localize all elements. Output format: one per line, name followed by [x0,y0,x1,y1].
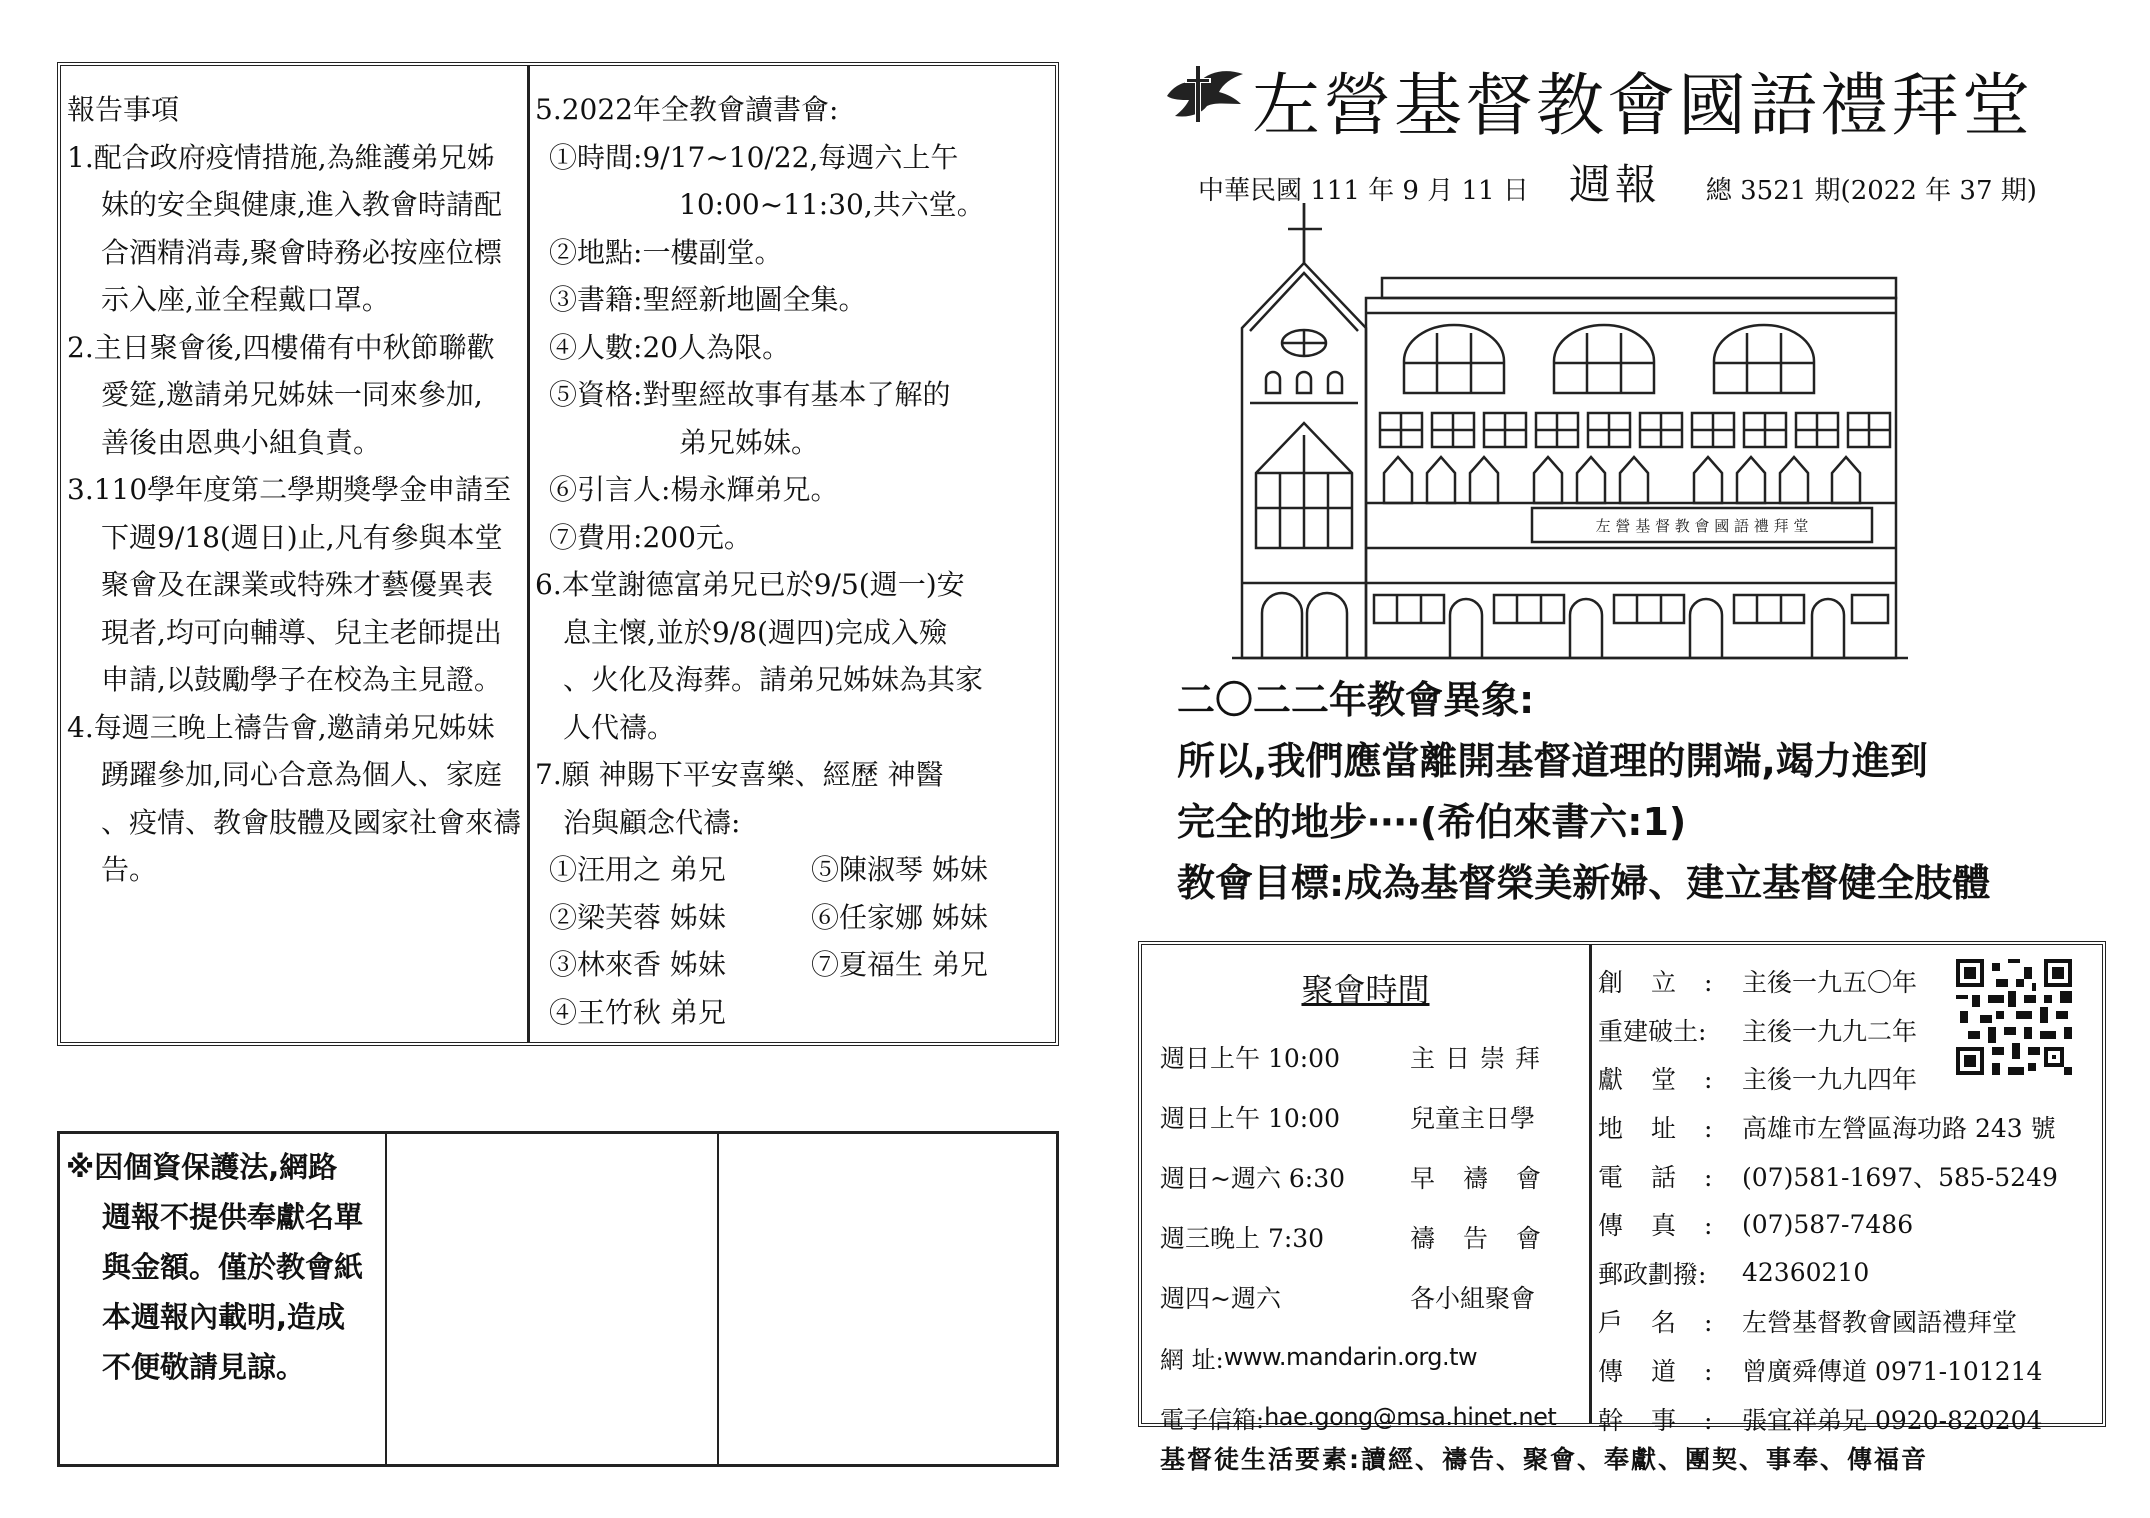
offering-column-empty [719,1134,1056,1464]
building-sign: 左 營 基 督 教 會 國 語 禮 拜 堂 [1595,517,1809,535]
church-building-illustration [1232,203,1908,663]
fact-fax: 傳真: (07)587-7486 [1598,1209,1914,1241]
meeting-row: 週四~週六 各小組聚會 [1160,1284,1536,1313]
dove-cross-logo-icon [1165,58,1245,128]
website-row: 網 址: www.mandarin.org.tw [1160,1343,1478,1374]
meeting-row: 週三晚上 7:30 禱 告 會 [1160,1224,1551,1253]
offering-column-empty [387,1134,719,1464]
church-facts [1592,945,2102,1435]
qr-code-icon[interactable] [1956,959,2072,1075]
reading-place: ②地點:一樓副堂。 [549,235,783,269]
vision-verse-ref: 完全的地步‧‧‧‧(希伯來書六:1) [1177,800,1687,844]
announcements-heading: 報告事項 [67,93,180,126]
bulletin-date: 中華民國 111 年 9 月 11 日 [1198,176,1529,206]
christian-life-motto: 基督徒生活要素:讀經、禱告、聚會、奉獻、團契、事奉、傳福音 [1160,1445,1929,1474]
bulletin-issue: 總 3521 期(2022 年 37 期) [1705,176,2037,206]
announcement-2: 2. 主日聚會後,四樓備有中秋節聯歡 [67,330,495,364]
reading-book: ③書籍:聖經新地圖全集。 [549,283,867,316]
offering-box [57,1131,1059,1467]
announcements-right-column: 5.2022年全教會讀書會: ①時間:9/17~10/22,每週六上午 10:00~11:30,共六堂。 ②地點:一樓副堂。 ③書籍:聖經新地圖全集。 ④人數:20人為限。 ⑤資格:對聖經故事有基本了解的 弟兄姊妹。 ⑥引言人:楊永輝弟兄。 ⑦費用:200元。 6.本堂謝德富弟兄已於9/5(週一)安 息主懷,並於9/8(週四)完成入殮 、火化及海葬。請弟兄姊妹為其家 人代禱。 7.願 神賜下平安喜樂、經歷 神醫 治與顧念代禱: ①汪用之 弟兄 ⑤陳淑琴 姊妹 ②梁芙蓉 姊妹 ⑥任家娜 姊妹 ③林來香 姊妹 ⑦夏福生 弟兄 ④王竹秋 弟兄 [530,66,1079,1042]
reading-leader: ⑥引言人:楊永輝弟兄。 [549,473,839,506]
reading-time: ①時間:9/17~10/22,每週六上午 [549,140,959,174]
vision-heading: 二〇二二年教會異象: [1177,678,1535,722]
reading-fee: ⑦費用:200元。 [549,520,752,554]
fact-postal: 郵政劃撥: 42360210 [1598,1258,1870,1289]
fact-account: 戶名: 左營基督教會國語禮拜堂 [1598,1308,2018,1338]
website-link[interactable]: www.mandarin.org.tw [1223,1343,1478,1371]
meeting-times-title: 聚會時間 [1301,971,1430,1009]
meeting-row: 週日~週六 6:30 早 禱 會 [1160,1164,1551,1193]
announcements-left-column: 報告事項 1. 配合政府疫情措施,為維護弟兄姊 妹的安全與健康,進入教會時請配 合酒精消毒,聚會時務必按座位標 示入座,並全程戴口罩。 2. 主日聚會後,四樓備有中秋節聯歡 愛筵,邀請弟兄姊妹一同來參加, 善後由恩典小組負責。 3. 110學年度第二學期獎學金申請至 下週9/18(週日)止,凡有參與本堂 聚會及在課業或特殊才藝優異表 現者,均可向輔導、兒主老師提出 申請,以鼓勵學子在校為主見證。 4. 每週三晚上禱告會,邀請弟兄姊妹 踴躍參加,同心合意為個人、家庭 、疫情、教會肢體及國家社會來禱 告。 [61,66,530,1042]
prayer-list-row: ④王竹秋 弟兄 [549,995,726,1029]
announcement-1: 1. 配合政府疫情措施,為維護弟兄姊 [67,140,495,174]
privacy-note: ※因個資保護法,網路 週報不提供奉獻名單 與金額。僅於教會紙 本週報內載明,造成 不便敬請見諒。 [60,1134,387,1464]
meeting-row: 週日上午 10:00 主日崇拜 [1160,1044,1551,1073]
fact-officer: 幹事: 張宜祥弟兄 0920-820204 [1598,1405,2043,1435]
announcement-5-title: 5.2022年全教會讀書會: [535,93,839,126]
meeting-times [1142,945,1592,1434]
email-row: 電子信箱: hae.gong@msa.hinet.net [1160,1403,1557,1434]
fact-founded: 創立: 主後一九五〇年 [1598,968,1918,998]
fact-rebuilt: 重建破土: 主後一九九二年 [1598,1016,1918,1046]
bulletin-title: 週報 [1568,160,1661,209]
vision-verse: 所以,我們應當離開基督道理的開端,竭力進到 [1177,739,1928,783]
prayer-list-row: ③林來香 姊妹 ⑦夏福生 弟兄 [549,948,988,981]
prayer-list-row: ②梁芙蓉 姊妹 ⑥任家娜 姊妹 [549,900,988,934]
email-link[interactable]: hae.gong@msa.hinet.net [1264,1403,1557,1431]
announcement-6: 6.本堂謝德富弟兄已於9/5(週一)安 [535,568,965,601]
church-info-box [1138,941,2106,1435]
church-name: 左營基督教會國語禮拜堂 [1252,67,2034,146]
announcement-3: 3. 110學年度第二學期獎學金申請至 [67,473,512,506]
reading-count: ④人數:20人為限。 [549,330,791,364]
fact-phone: 電話: (07)581-1697、585-5249 [1598,1162,2058,1192]
fact-dedicated: 獻堂: 主後一九九四年 [1598,1065,1918,1095]
reading-qualification: ⑤資格:對聖經故事有基本了解的 [549,378,951,411]
meeting-row: 週日上午 10:00 兒童主日學 [1160,1104,1536,1133]
fact-address: 地址: 高雄市左營區海功路 243 號 [1598,1114,2056,1144]
announcement-4: 4. 每週三晚上禱告會,邀請弟兄姊妹 [67,710,495,744]
fact-preacher: 傳道: 曾廣舜傳道 0971-101214 [1598,1357,2043,1387]
church-vision [1177,670,2107,914]
announcement-7: 7.願 神賜下平安喜樂、經歷 神醫 [535,758,944,791]
announcements-box [57,62,1059,1046]
church-goal: 教會目標:成為基督榮美新婦、建立基督健全肢體 [1177,861,1991,905]
prayer-list-row: ①汪用之 弟兄 ⑤陳淑琴 姊妹 [549,853,988,886]
